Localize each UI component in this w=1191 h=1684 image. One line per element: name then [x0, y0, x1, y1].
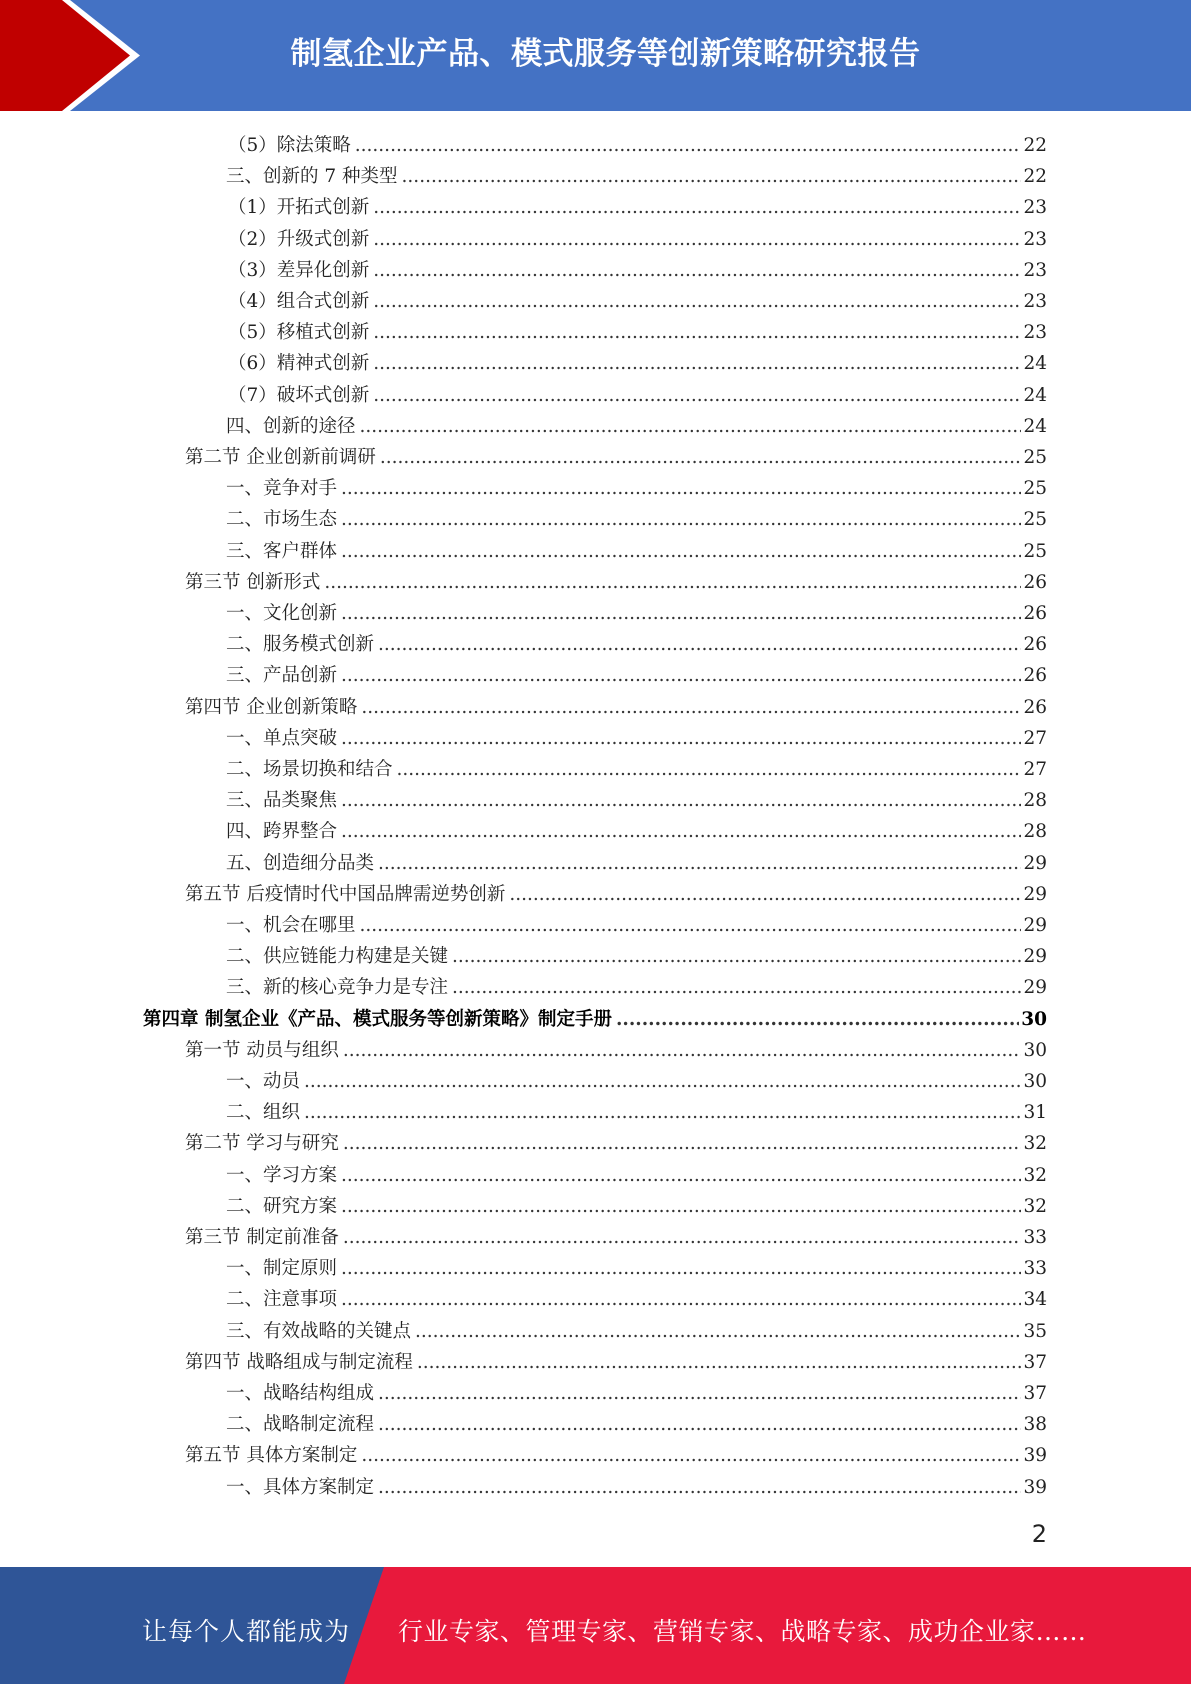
toc-entry-page: 25 — [1023, 447, 1047, 468]
toc-entry-title: 第四节 企业创新策略 — [185, 696, 358, 718]
toc-dot-leader — [373, 259, 1021, 283]
toc-entry-page: 23 — [1023, 197, 1047, 219]
toc-entry[interactable] — [185, 1125, 1047, 1156]
toc-entry-title: 二、战略制定流程 — [226, 1414, 375, 1436]
toc-entry[interactable] — [226, 751, 1047, 782]
toc-entry-page: 25 — [1023, 509, 1047, 531]
toc-entry[interactable] — [228, 345, 1047, 376]
toc-dot-leader — [304, 1070, 1021, 1094]
toc-dot-leader — [509, 883, 1021, 907]
toc-entry-title: 一、动员 — [226, 1071, 301, 1092]
toc-entry-page: 25 — [1023, 478, 1047, 500]
toc-entry-page: 38 — [1023, 1414, 1047, 1436]
toc-entry-title: 三、产品创新 — [226, 665, 338, 687]
toc-entry-page: 26 — [1023, 665, 1047, 687]
toc-dot-leader — [341, 727, 1021, 751]
toc-entry-title: （2）升级式创新 — [228, 228, 370, 250]
toc-dot-leader — [616, 1008, 1019, 1032]
toc-dot-leader — [380, 446, 1022, 470]
toc-dot-leader — [341, 1164, 1021, 1188]
toc-entry-title: （7）破坏式创新 — [228, 384, 370, 406]
toc-dot-leader — [373, 384, 1021, 408]
toc-dot-leader — [373, 321, 1021, 345]
toc-dot-leader — [378, 852, 1021, 876]
toc-entry-page: 26 — [1023, 634, 1047, 656]
toc-dot-leader — [397, 758, 1022, 782]
toc-entry-page: 23 — [1023, 228, 1047, 250]
toc-entry[interactable] — [226, 1094, 1047, 1125]
toc-dot-leader — [378, 1413, 1021, 1437]
toc-entry[interactable] — [226, 1375, 1047, 1406]
toc-entry-page: 24 — [1023, 384, 1047, 406]
toc-entry-title: 第三节 制定前准备 — [185, 1227, 339, 1248]
toc-entry-title: 一、学习方案 — [226, 1164, 338, 1186]
toc-entry-page: 24 — [1023, 353, 1047, 375]
toc-entry[interactable] — [226, 938, 1047, 969]
toc-entry[interactable] — [226, 533, 1047, 564]
toc-entry-title: 三、新的核心竞争力是专注 — [226, 977, 449, 999]
toc-entry-title: 二、服务模式创新 — [226, 634, 375, 656]
toc-entry-page: 28 — [1023, 821, 1047, 843]
toc-entry-page: 29 — [1023, 915, 1047, 936]
toc-entry-title: （6）精神式创新 — [228, 353, 370, 375]
toc-entry-title: 第三节 创新形式 — [185, 571, 321, 593]
toc-entry[interactable] — [226, 969, 1047, 1000]
toc-entry[interactable] — [226, 1250, 1047, 1281]
toc-entry-title: 第一节 动员与组织 — [185, 1039, 339, 1061]
toc-entry-title: 第四节 战略组成与制定流程 — [185, 1351, 413, 1373]
toc-entry-title: 二、注意事项 — [226, 1289, 338, 1311]
toc-entry-title: 二、组织 — [226, 1102, 301, 1124]
toc-entry[interactable] — [226, 845, 1047, 876]
toc-entry[interactable] — [228, 252, 1047, 283]
toc-entry-title: 第二节 学习与研究 — [185, 1133, 339, 1155]
toc-entry-page: 23 — [1023, 291, 1047, 312]
toc-entry-title: 第二节 企业创新前调研 — [185, 447, 376, 468]
toc-entry-page: 32 — [1023, 1164, 1047, 1186]
toc-entry-page: 25 — [1023, 540, 1047, 562]
toc-entry-title: 三、客户群体 — [226, 540, 338, 562]
toc-entry-title: 三、有效战略的关键点 — [226, 1320, 412, 1342]
toc-entry-page: 39 — [1023, 1445, 1047, 1467]
toc-dot-leader — [341, 602, 1021, 626]
toc-dot-leader — [341, 508, 1021, 532]
toc-entry[interactable] — [226, 1406, 1047, 1437]
toc-entry-page: 31 — [1023, 1102, 1047, 1124]
toc-entry-page: 35 — [1023, 1320, 1047, 1342]
toc-dot-leader — [343, 1039, 1022, 1063]
toc-dot-leader — [417, 1351, 1022, 1375]
toc-entry[interactable] — [226, 1063, 1047, 1094]
toc-entry-page: 23 — [1023, 259, 1047, 281]
toc-entry-title: 一、单点突破 — [226, 727, 338, 749]
toc-entry-page: 26 — [1023, 696, 1047, 718]
toc-entry-page: 29 — [1023, 883, 1047, 905]
toc-entry-page: 24 — [1023, 415, 1047, 437]
page-header — [0, 0, 1191, 111]
toc-entry[interactable] — [226, 782, 1047, 813]
toc-dot-leader — [402, 165, 1022, 189]
toc-entry[interactable] — [226, 470, 1047, 501]
toc-entry-page: 26 — [1023, 571, 1047, 593]
toc-entry-page: 32 — [1023, 1133, 1047, 1155]
toc-entry-page: 28 — [1023, 790, 1047, 812]
toc-entry-title: 二、研究方案 — [226, 1195, 338, 1217]
toc-entry[interactable] — [226, 501, 1047, 532]
toc-entry-title: 五、创造细分品类 — [226, 852, 375, 874]
toc-dot-leader — [341, 1288, 1021, 1312]
toc-entry-page: 30 — [1023, 1071, 1047, 1092]
toc-dot-leader — [324, 571, 1021, 595]
toc-entry[interactable] — [185, 1219, 1047, 1250]
toc-entry[interactable] — [185, 1032, 1047, 1063]
toc-entry-page: 29 — [1023, 852, 1047, 874]
toc-entry-title: （3）差异化创新 — [228, 259, 370, 281]
toc-entry-title: 一、文化创新 — [226, 603, 338, 624]
toc-entry[interactable] — [228, 189, 1047, 220]
toc-entry[interactable] — [226, 657, 1047, 688]
toc-entry[interactable] — [228, 314, 1047, 345]
toc-entry-page: 26 — [1023, 603, 1047, 624]
toc-dot-leader — [304, 1101, 1021, 1125]
toc-entry[interactable] — [226, 1188, 1047, 1219]
toc-dot-leader — [341, 1257, 1021, 1281]
toc-entry-title: 一、机会在哪里 — [226, 915, 356, 936]
toc-dot-leader — [415, 1320, 1021, 1344]
toc-entry-title: 第五节 后疫情时代中国品牌需逆势创新 — [185, 883, 506, 905]
toc-dot-leader — [373, 228, 1021, 252]
toc-entry-page: 37 — [1023, 1383, 1047, 1404]
toc-entry[interactable] — [228, 221, 1047, 252]
toc-entry-page: 30 — [1023, 1039, 1047, 1061]
toc-entry[interactable] — [228, 377, 1047, 408]
toc-entry-title: 三、品类聚焦 — [226, 790, 338, 812]
toc-dot-leader — [343, 1132, 1022, 1156]
toc-dot-leader — [360, 415, 1022, 439]
toc-entry[interactable] — [185, 1344, 1047, 1375]
toc-entry[interactable] — [226, 1281, 1047, 1312]
toc-entry[interactable] — [226, 408, 1047, 439]
toc-entry[interactable] — [226, 1469, 1047, 1500]
page-number: 2 — [1031, 1520, 1047, 1548]
toc-entry[interactable] — [226, 720, 1047, 751]
toc-entry-title: 二、市场生态 — [226, 509, 338, 531]
toc-entry-title: 一、制定原则 — [226, 1258, 338, 1280]
toc-dot-leader — [341, 664, 1021, 688]
toc-entry[interactable] — [226, 907, 1047, 938]
toc-entry[interactable] — [185, 689, 1047, 720]
toc-entry[interactable] — [143, 1001, 1047, 1032]
toc-entry[interactable] — [226, 1157, 1047, 1188]
toc-entry-page: 27 — [1023, 727, 1047, 749]
toc-entry[interactable] — [226, 595, 1047, 626]
toc-entry-title: 第四章 制氢企业《产品、模式服务等创新策略》制定手册 — [143, 1008, 612, 1030]
toc-entry-title: （5）移植式创新 — [228, 322, 370, 344]
toc-dot-leader — [378, 1382, 1021, 1406]
toc-entry-page: 32 — [1023, 1195, 1047, 1217]
toc-entry-title: 四、跨界整合 — [226, 821, 338, 843]
toc-entry-page: 34 — [1023, 1289, 1047, 1311]
toc-dot-leader — [341, 540, 1021, 564]
toc-dot-leader — [373, 290, 1021, 314]
toc-entry-title: （4）组合式创新 — [228, 291, 370, 312]
toc-entry-title: （5）除法策略 — [228, 135, 351, 156]
toc-dot-leader — [373, 196, 1021, 220]
toc-entry-page: 37 — [1023, 1351, 1047, 1373]
toc-entry-page: 27 — [1023, 759, 1047, 780]
toc-dot-leader — [373, 352, 1021, 376]
footer-slogan-right: 行业专家、管理专家、营销专家、战略专家、成功企业家…… — [398, 1617, 1087, 1646]
footer-slogan-left: 让每个人都能成为 — [142, 1617, 351, 1646]
toc-dot-leader — [378, 1476, 1021, 1500]
toc-entry-title: 三、创新的 7 种类型 — [226, 166, 398, 188]
toc-dot-leader — [361, 1444, 1021, 1468]
document-title: 制氢企业产品、模式服务等创新策略研究报告 — [290, 36, 921, 72]
toc-dot-leader — [355, 134, 1022, 158]
toc-entry-title: 四、创新的途径 — [226, 415, 356, 437]
toc-entry[interactable] — [226, 813, 1047, 844]
toc-dot-leader — [378, 633, 1021, 657]
toc-entry[interactable] — [185, 1437, 1047, 1468]
toc-entry-title: 一、战略结构组成 — [226, 1383, 375, 1404]
toc-dot-leader — [360, 914, 1022, 938]
toc-dot-leader — [341, 820, 1021, 844]
toc-dot-leader — [341, 1195, 1021, 1219]
toc-entry-page: 33 — [1023, 1227, 1047, 1248]
toc-entry[interactable] — [226, 1313, 1047, 1344]
toc-entry[interactable] — [185, 564, 1047, 595]
toc-entry-page: 22 — [1023, 135, 1047, 156]
toc-entry[interactable] — [185, 439, 1047, 470]
toc-entry-page: 23 — [1023, 322, 1047, 344]
toc-dot-leader — [452, 976, 1021, 1000]
toc-dot-leader — [341, 789, 1021, 813]
toc-entry-page: 30 — [1021, 1008, 1047, 1030]
toc-entry[interactable] — [226, 158, 1047, 189]
toc-entry-page: 33 — [1023, 1258, 1047, 1280]
toc-entry-title: 二、供应链能力构建是关键 — [226, 946, 449, 968]
toc-entry[interactable] — [228, 283, 1047, 314]
toc-dot-leader — [452, 945, 1021, 969]
toc-entry-page: 29 — [1023, 946, 1047, 968]
toc-entry-title: 一、具体方案制定 — [226, 1476, 375, 1498]
toc-entry[interactable] — [228, 127, 1047, 158]
toc-dot-leader — [341, 477, 1021, 501]
toc-entry-title: （1）开拓式创新 — [228, 197, 370, 219]
toc-entry[interactable] — [226, 626, 1047, 657]
page-footer — [0, 1567, 1191, 1684]
toc-entry[interactable] — [185, 876, 1047, 907]
toc-dot-leader — [361, 696, 1021, 720]
toc-entry-page: 29 — [1023, 977, 1047, 999]
toc-dot-leader — [343, 1226, 1022, 1250]
toc-entry-title: 第五节 具体方案制定 — [185, 1445, 358, 1467]
toc-entry-page: 39 — [1023, 1476, 1047, 1498]
toc-entry-page: 22 — [1023, 166, 1047, 188]
toc-entry-title: 一、竞争对手 — [226, 478, 338, 500]
toc-entry-title: 二、场景切换和结合 — [226, 759, 393, 780]
